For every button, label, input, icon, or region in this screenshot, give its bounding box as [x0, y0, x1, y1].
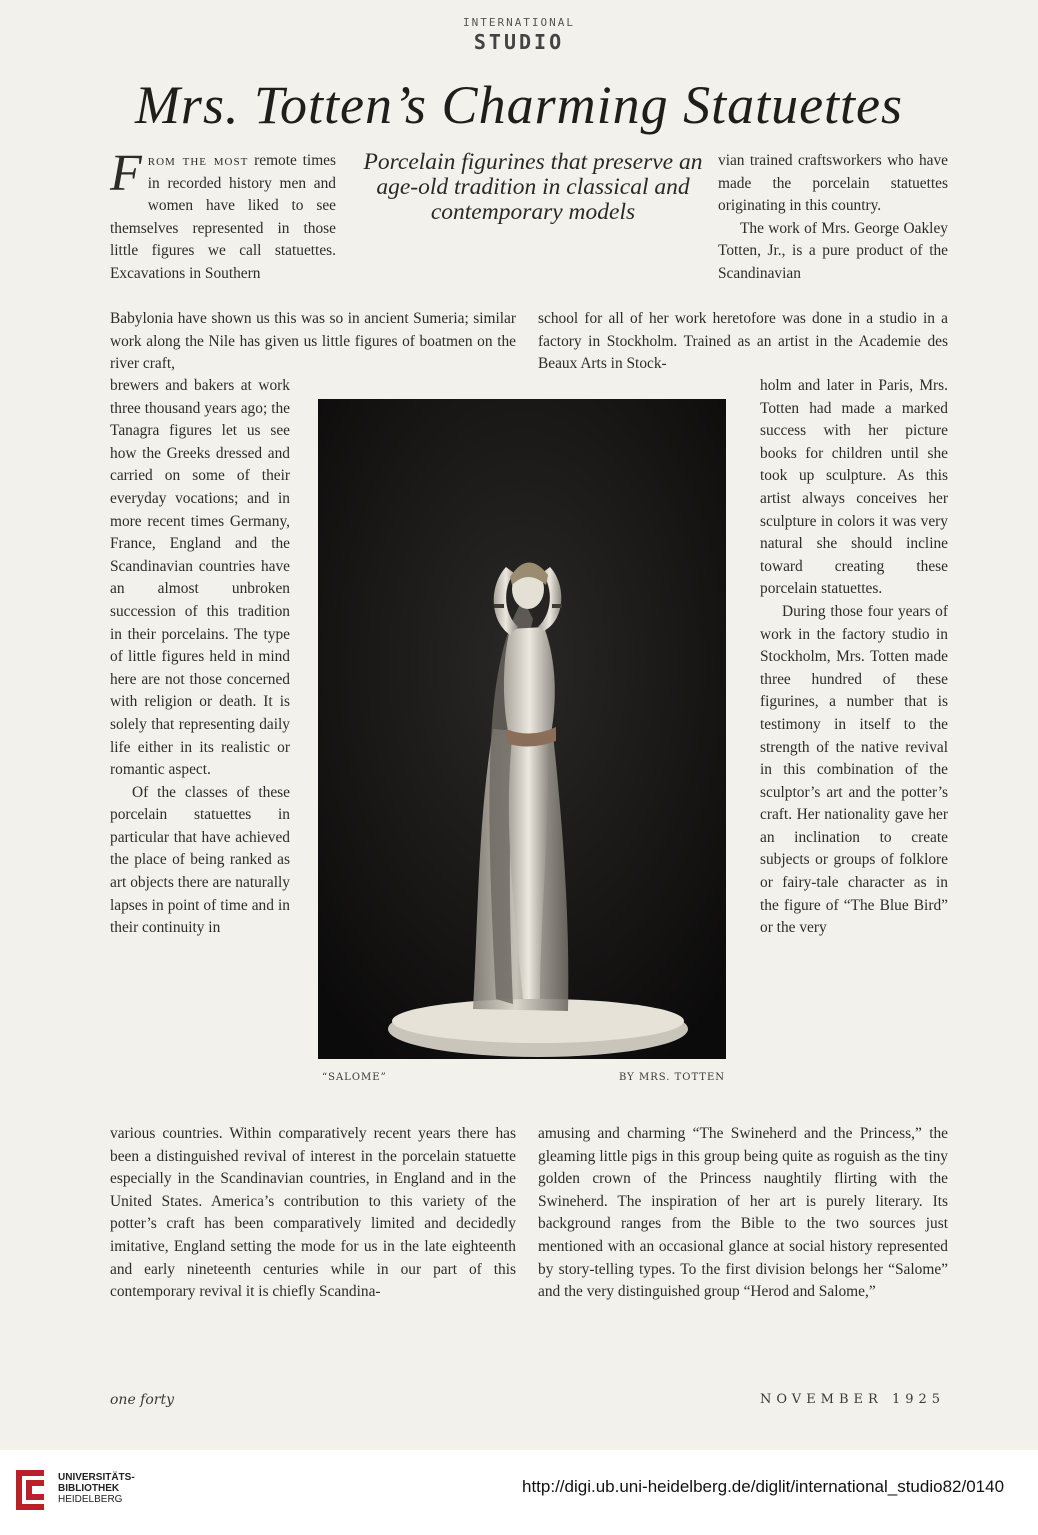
article-title: Mrs. Totten’s Charming Statuettes — [134, 75, 904, 135]
paragraph: various countries. Within comparatively recent years there has been a distinguished revival of interest in the porcelain statuette especially in the Scandinavian countries, in England and in the United States. America’s contribution to this variety of the potter’s craft has been comparatively limited and decidedly imitative, England setting the mode for us in the late eighteenth and early nineteenth centuries while in our part of this contemporary revival it is chiefly Scandina- — [110, 1125, 516, 1301]
paragraph: During those four years of work in the factory studio in Stockholm, Mrs. Totten made three hundred of these figurines, a number that is testimony in itself to the strength of the native revival in this combination of the sculptor’s art and the potter’s craft. Her nationality gave her an inclination to create subjects or groups of folklore or fairy-tale character as in the figure of “The Blue Bird” or the very — [760, 602, 948, 937]
paragraph: amusing and charming “The Swineherd and the Princess,” the gleaming little pigs in this group being quite as roguish as the tiny golden crown of the Princess naughtily flirting with the Swineherd. The inspiration of her art is purely literary. Its background ranges from the Bible to the two sources just mentioned with an occasional glance at social history represented by story-telling types. To the first division belongs her “Salome” and the very distinguished group “Herod and Salome,” — [538, 1125, 948, 1301]
photo-caption-title: “SALOME” — [322, 1072, 387, 1083]
library-line: HEIDELBERG — [58, 1494, 123, 1505]
paragraph: Of the classes of these porcelain statuettes in particular that have achieved the place of being ranked as art objects there are naturally lapses in point of time and in their continuity in — [110, 783, 290, 937]
photo-caption-credit: BY MRS. TOTTEN — [619, 1072, 726, 1083]
article-subtitle: Porcelain figurines that preserve an age-old tradition in classical and contemporary models — [363, 149, 703, 225]
drop-cap: F — [110, 145, 142, 202]
opening-smallcaps: rom the most — [147, 152, 249, 169]
paragraph: vian trained craftsworkers who have made the porcelain statuettes originating in this country. — [718, 152, 948, 215]
issue-date: NOVEMBER 1925 — [760, 1392, 946, 1407]
library-name — [58, 1472, 135, 1505]
paragraph: school for all of her work heretofore was done in a studio in a factory in Stockholm. Trained as an artist in the Academie des Beaux Arts in Stock- — [538, 310, 948, 373]
intro-column — [110, 145, 336, 286]
salome-photograph — [318, 399, 726, 1059]
right-top-column — [718, 150, 948, 286]
bottom-left-column — [110, 1123, 516, 1304]
paragraph: holm and later in Paris, Mrs. Totten had made a marked success with her picture books for children until she took up sculpture. As this artist always conceives her sculpture in colors it was very natural she should incline toward creating these porcelain statuettes. — [760, 377, 948, 598]
bottom-right-column — [538, 1123, 948, 1304]
masthead-top: INTERNATIONAL — [462, 16, 576, 29]
wide-right-text — [538, 308, 948, 376]
library-logo-icon — [12, 1466, 48, 1514]
statuette-image — [318, 399, 726, 1059]
right-mid-column — [760, 375, 948, 940]
intro-text: remote times in recorded history men and women have liked to see themselves represented in those little figures we call statuettes. Excavations in Southern — [110, 152, 336, 282]
library-line: UNIVERSITÄTS- — [58, 1472, 135, 1483]
masthead-logo: STUDIO — [473, 30, 565, 54]
library-line: BIBLIOTHEK — [58, 1483, 120, 1494]
paragraph: Babylonia have shown us this was so in ancient Sumeria; similar work along the Nile has given us little figures of boatmen on the river craft, — [110, 310, 516, 373]
wide-left-text — [110, 308, 516, 376]
paragraph: The work of Mrs. George Oakley Totten, Jr., is a pure product of the Scandinavian — [718, 219, 948, 282]
source-url-link[interactable]: http://digi.ub.uni-heidelberg.de/diglit/international_studio82/0140 — [522, 1477, 1005, 1496]
paragraph: brewers and bakers at work three thousand years ago; the Tanagra figures let us see how the Greeks dressed and carried on some of their everyday vocations; and in more recent times Germany, France, England and the Scandinavian countries have an almost unbroken succession of this tradition in their porcelains. The type of little figures held in mind here are not those concerned with religion or death. It is solely that representing daily life either in its realistic or romantic aspect. — [110, 377, 290, 779]
page-folio: one forty — [110, 1392, 175, 1408]
left-mid-column — [110, 375, 290, 940]
